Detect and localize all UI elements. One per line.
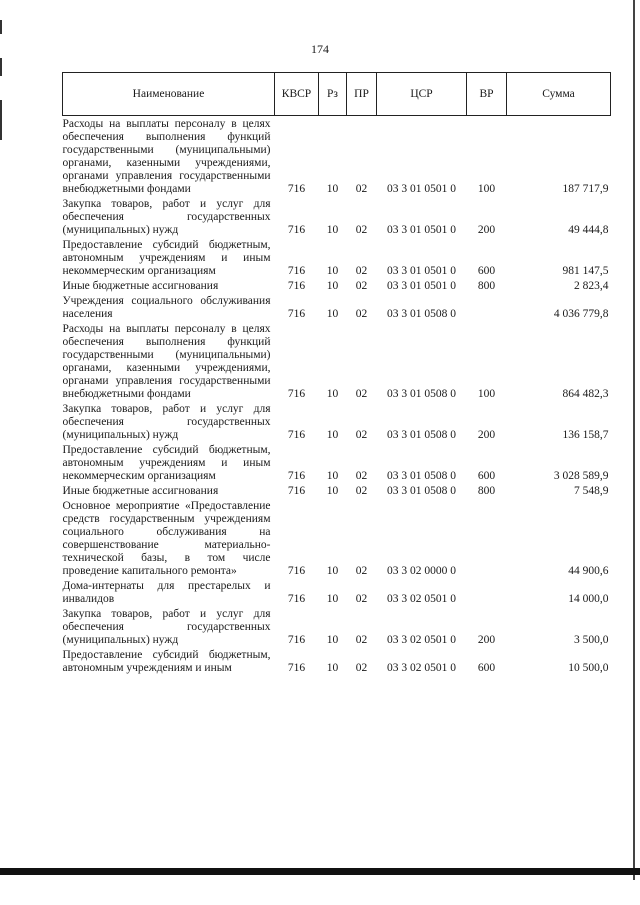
- row-csr: 03 3 01 0508 0: [387, 485, 456, 497]
- row-rz: 10: [326, 565, 339, 577]
- scan-right-edge: [633, 0, 635, 880]
- row-name: Предоставление субсидий бюджетным, автономным учреждениям и иным некоммерческим организациям: [62, 239, 271, 277]
- row-kvsr: 716: [287, 662, 306, 674]
- row-csr: 03 3 01 0501 0: [387, 183, 456, 195]
- row-vr: 600: [477, 265, 496, 277]
- row-pr: 02: [355, 308, 368, 320]
- row-rz: 10: [326, 388, 339, 400]
- table-row: [63, 443, 611, 484]
- row-kvsr: 716: [287, 634, 306, 646]
- row-name: Иные бюджетные ассигнования: [62, 485, 219, 497]
- row-csr: 03 3 01 0508 0: [387, 388, 456, 400]
- row-vr: [467, 579, 507, 607]
- row-vr: 200: [477, 429, 496, 441]
- row-csr: 03 3 01 0508 0: [387, 429, 456, 441]
- row-pr: 02: [355, 388, 368, 400]
- row-rz: 10: [326, 308, 339, 320]
- row-kvsr: 716: [287, 224, 306, 236]
- row-rz: 10: [326, 224, 339, 236]
- header-pr: ПР: [347, 73, 377, 116]
- row-pr: 02: [355, 565, 368, 577]
- row-sum: 981 147,5: [562, 265, 609, 277]
- row-csr: 03 3 01 0508 0: [387, 308, 456, 320]
- row-sum: 4 036 779,8: [553, 308, 609, 320]
- row-pr: 02: [355, 280, 368, 292]
- row-csr: 03 3 02 0501 0: [387, 634, 456, 646]
- table-row: [63, 279, 611, 294]
- row-pr: 02: [355, 634, 368, 646]
- row-sum: 44 900,6: [568, 565, 609, 577]
- row-name: Закупка товаров, работ и услуг для обеспечения государственных (муниципальных) нужд: [62, 198, 271, 236]
- table-body: [63, 116, 611, 677]
- row-csr: 03 3 01 0501 0: [387, 280, 456, 292]
- header-vr: ВР: [467, 73, 507, 116]
- row-vr: 800: [477, 485, 496, 497]
- row-kvsr: 716: [287, 593, 306, 605]
- row-kvsr: 716: [287, 265, 306, 277]
- table-row: [63, 294, 611, 322]
- table-row: [63, 238, 611, 279]
- budget-table: [62, 72, 611, 676]
- row-pr: 02: [355, 485, 368, 497]
- row-vr: 200: [477, 224, 496, 236]
- row-name: Учреждения социального обслуживания населения: [62, 295, 271, 320]
- header-sum: Сумма: [507, 73, 611, 116]
- scan-margin-mark: [0, 100, 2, 140]
- page-number: 174: [311, 42, 329, 56]
- scan-bottom-rule: [0, 868, 640, 875]
- row-kvsr: 716: [287, 485, 306, 497]
- row-sum: 187 717,9: [562, 183, 609, 195]
- row-sum: 49 444,8: [568, 224, 609, 236]
- row-csr: 03 3 02 0501 0: [387, 662, 456, 674]
- row-pr: 02: [355, 593, 368, 605]
- row-kvsr: 716: [287, 183, 306, 195]
- row-sum: 864 482,3: [562, 388, 609, 400]
- header-rz: Рз: [319, 73, 347, 116]
- header-kvsr: КВСР: [275, 73, 319, 116]
- row-sum: 136 158,7: [562, 429, 609, 441]
- row-kvsr: 716: [287, 470, 306, 482]
- row-name: Основное мероприятие «Предоставление средств государственным учреждениям социального обслуживания на совершенствование материально-технической базы, в том числе проведение капитального ремонта»: [62, 500, 271, 577]
- table-row: [63, 197, 611, 238]
- row-name: Предоставление субсидий бюджетным, автономным учреждениям и иным некоммерческим организациям: [62, 444, 271, 482]
- table-row: [63, 607, 611, 648]
- row-csr: 03 3 01 0501 0: [387, 224, 456, 236]
- table-row: [63, 499, 611, 579]
- row-rz: 10: [326, 280, 339, 292]
- row-sum: 3 500,0: [574, 634, 609, 646]
- row-pr: 02: [355, 662, 368, 674]
- row-kvsr: 716: [287, 308, 306, 320]
- table-row: [63, 402, 611, 443]
- row-sum: 14 000,0: [568, 593, 609, 605]
- row-vr: 100: [477, 388, 496, 400]
- row-name: Закупка товаров, работ и услуг для обеспечения государственных (муниципальных) нужд: [62, 608, 271, 646]
- row-vr: 200: [477, 634, 496, 646]
- row-name: Иные бюджетные ассигнования: [62, 280, 219, 292]
- row-rz: 10: [326, 429, 339, 441]
- row-sum: 10 500,0: [568, 662, 609, 674]
- row-pr: 02: [355, 224, 368, 236]
- row-rz: 10: [326, 662, 339, 674]
- row-pr: 02: [355, 265, 368, 277]
- row-csr: 03 3 01 0508 0: [387, 470, 456, 482]
- row-name: Расходы на выплаты персоналу в целях обеспечения выполнения функций государственными (муниципальными) органами, казенными учреждениями, органами управления государственными внебюджетными фондами: [62, 323, 271, 400]
- row-vr: 600: [477, 470, 496, 482]
- row-pr: 02: [355, 470, 368, 482]
- row-pr: 02: [355, 183, 368, 195]
- row-vr: 800: [477, 280, 496, 292]
- header-name: Наименование: [63, 73, 275, 116]
- row-vr: 600: [477, 662, 496, 674]
- row-name: Предоставление субсидий бюджетным, автономным учреждениям и иным: [62, 649, 271, 674]
- scan-margin-mark: [0, 58, 2, 76]
- row-kvsr: 716: [287, 388, 306, 400]
- row-vr: [467, 499, 507, 579]
- scan-margin-mark: [0, 20, 2, 34]
- row-vr: 100: [477, 183, 496, 195]
- header-csr: ЦСР: [377, 73, 467, 116]
- row-pr: 02: [355, 429, 368, 441]
- row-sum: 7 548,9: [574, 485, 609, 497]
- row-name: Закупка товаров, работ и услуг для обеспечения государственных (муниципальных) нужд: [62, 403, 271, 441]
- row-rz: 10: [326, 183, 339, 195]
- row-csr: 03 3 02 0000 0: [387, 565, 456, 577]
- row-sum: 2 823,4: [574, 280, 609, 292]
- row-kvsr: 716: [287, 565, 306, 577]
- row-name: Дома-интернаты для престарелых и инвалидов: [62, 580, 271, 605]
- row-name: Расходы на выплаты персоналу в целях обеспечения выполнения функций государственными (муниципальными) органами, казенными учреждениями, органами управления государственными внебюджетными фондами: [62, 118, 271, 195]
- table-row: [63, 484, 611, 499]
- row-kvsr: 716: [287, 429, 306, 441]
- table-row: [63, 322, 611, 402]
- table-row: [63, 116, 611, 198]
- table-row: [63, 579, 611, 607]
- row-sum: 3 028 589,9: [553, 470, 609, 482]
- row-rz: 10: [326, 634, 339, 646]
- row-kvsr: 716: [287, 280, 306, 292]
- row-rz: 10: [326, 470, 339, 482]
- row-csr: 03 3 01 0501 0: [387, 265, 456, 277]
- row-rz: 10: [326, 265, 339, 277]
- table-header: [63, 73, 611, 116]
- row-csr: 03 3 02 0501 0: [387, 593, 456, 605]
- table-row: [63, 648, 611, 676]
- row-rz: 10: [326, 593, 339, 605]
- row-rz: 10: [326, 485, 339, 497]
- row-vr: [467, 294, 507, 322]
